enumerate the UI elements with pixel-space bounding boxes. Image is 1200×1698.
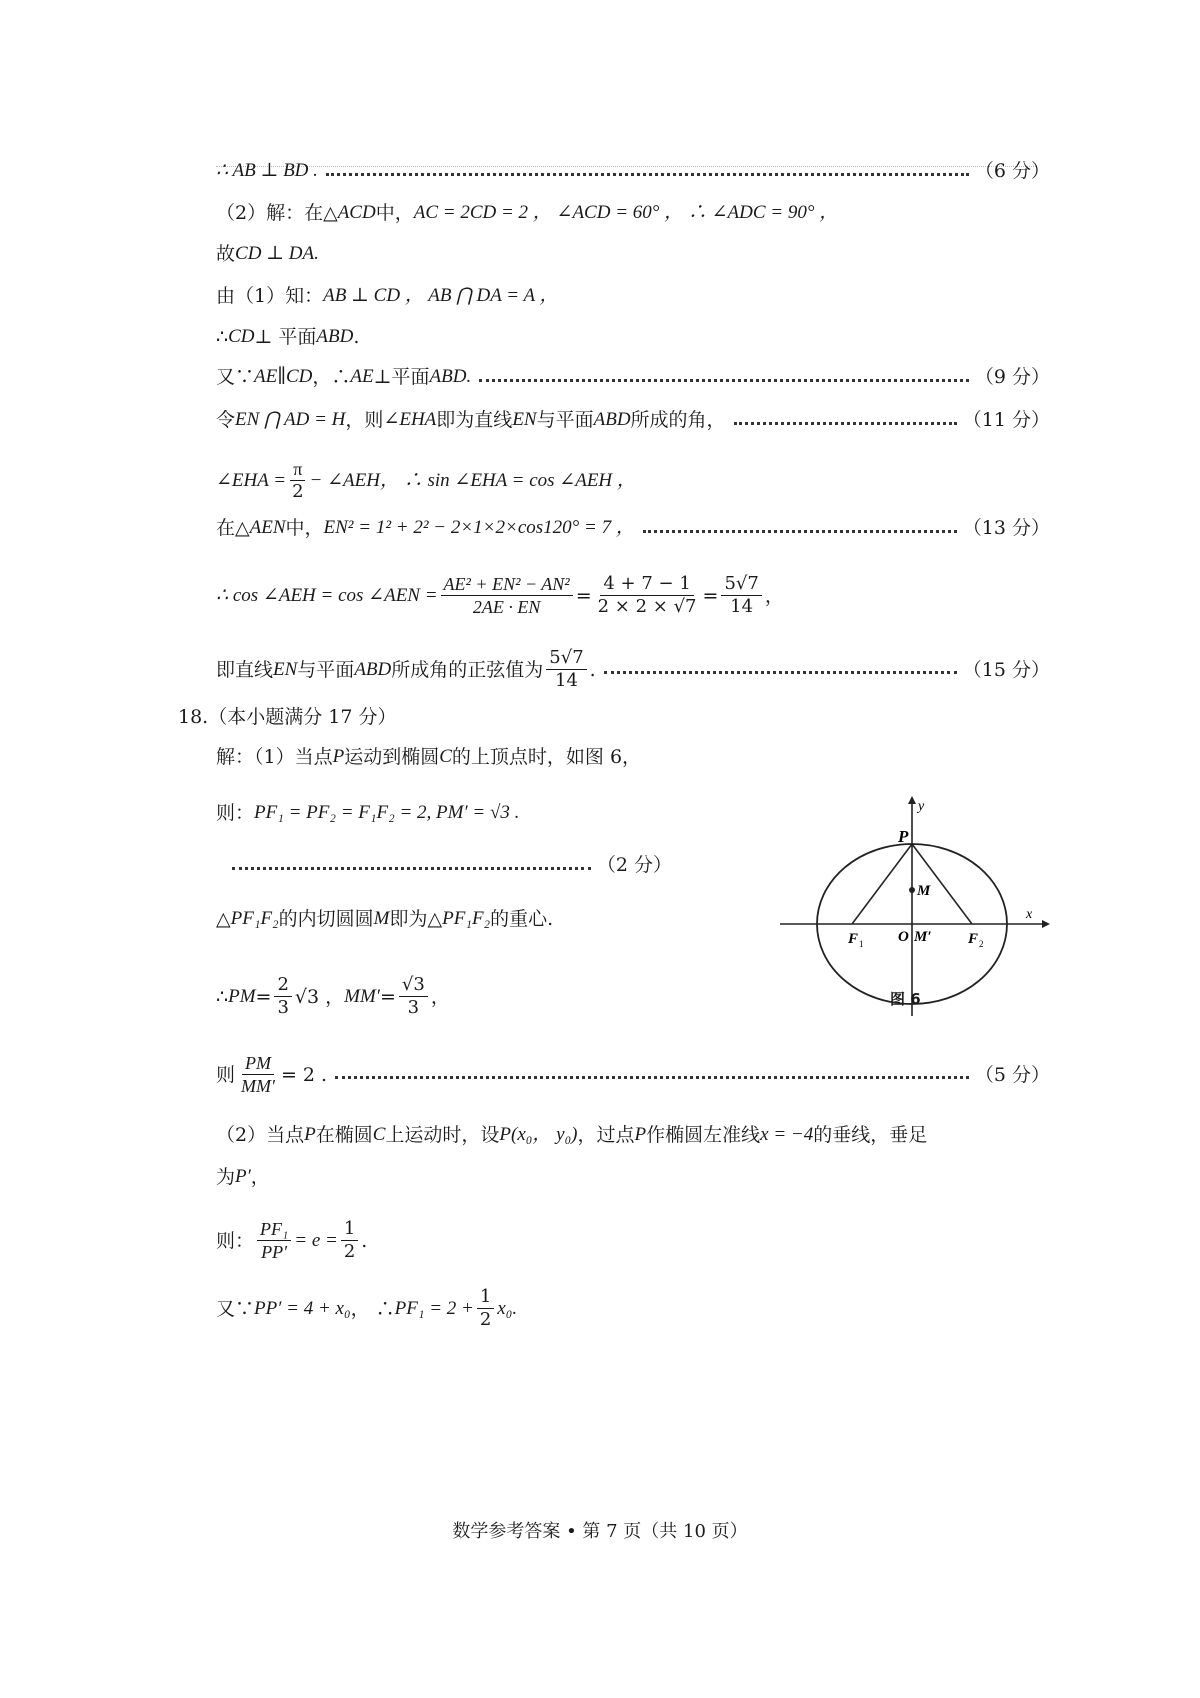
numerator: 5√7 — [546, 647, 586, 670]
label-o: O — [898, 929, 909, 945]
math: M — [373, 908, 390, 929]
text: . — [353, 326, 360, 348]
denominator: 2 × 2 × √7 — [597, 596, 697, 617]
text: ∴ — [216, 985, 229, 1008]
math: AEN — [249, 517, 286, 538]
text: 即为△ — [389, 908, 443, 930]
math: ACD — [337, 202, 376, 223]
math: P — [304, 1124, 316, 1145]
line-cd-perp-da — [216, 241, 1036, 267]
conclusion-text: ∴ AB ⊥ BD . — [216, 160, 318, 181]
fraction — [595, 573, 700, 618]
fraction — [477, 1286, 494, 1331]
denominator: 14 — [730, 596, 754, 617]
math: ABD — [354, 658, 392, 680]
label-m-prime: M′ — [914, 929, 932, 945]
text: 在椭圆 — [315, 1124, 373, 1146]
line-ab-perp-bd — [216, 158, 1050, 184]
math: AB ⊥ CD ， AB ⋂ DA = A ， — [323, 285, 559, 306]
denominator: 3 — [277, 997, 289, 1018]
dot-leader — [335, 1076, 969, 1079]
figure-caption: 图 6 — [890, 990, 921, 1008]
math: PF₁ = 2 + — [394, 1297, 474, 1319]
fraction — [546, 647, 586, 692]
math: ABD. — [429, 366, 472, 387]
text: △ — [216, 908, 231, 930]
line-eccentricity — [216, 1218, 1036, 1263]
numerator: 4 + 7 − 1 — [600, 573, 693, 596]
math: C — [439, 746, 452, 767]
text: 与平面 — [536, 409, 594, 431]
text: 的垂线，垂足 — [813, 1124, 928, 1146]
text: 即直线 — [216, 658, 274, 681]
dot-leader — [232, 867, 591, 870]
math: AE — [350, 366, 374, 387]
text: 由（1）知： — [216, 285, 324, 307]
text: 在△ — [216, 517, 250, 539]
math: x = −4 — [760, 1124, 814, 1145]
line-foot-point — [216, 1164, 1036, 1190]
dot-leader — [326, 173, 969, 176]
fraction — [238, 1052, 278, 1097]
numerator: AE² + EN² − AN² — [441, 573, 573, 596]
math: EN — [512, 409, 537, 430]
numerator: 1 — [477, 1286, 494, 1309]
line-part1-start — [216, 744, 736, 770]
point-m — [909, 887, 915, 893]
math: ∴ cos ∠AEH = cos ∠AEN = — [216, 584, 438, 606]
score-mark: （15 分） — [962, 658, 1050, 681]
math: C — [372, 1124, 386, 1145]
line-pf1-expression — [216, 1286, 1036, 1331]
math: AE∥CD — [254, 366, 313, 387]
text: 又∵ — [216, 1297, 255, 1320]
score-mark: （9 分） — [974, 366, 1050, 388]
text: 为 — [216, 1166, 236, 1188]
denominator: 2 — [343, 1241, 356, 1262]
text: 中， — [375, 202, 414, 224]
math: P′ — [235, 1166, 251, 1187]
math: EN ⋂ AD = H — [235, 409, 346, 430]
label-y: y — [918, 799, 925, 814]
text: 运动到椭圆 — [344, 746, 440, 768]
score-mark: （6 分） — [974, 160, 1050, 182]
line-ae-perp-plane — [216, 364, 1050, 390]
text: ∴ — [216, 326, 229, 348]
label-f1-sub: 1 — [859, 939, 864, 949]
fraction — [341, 1218, 358, 1263]
text: 则： — [216, 1229, 255, 1252]
text: 则 — [216, 1063, 236, 1086]
text: ，∴ — [312, 366, 351, 388]
numerator: PM — [242, 1052, 274, 1075]
label-f2-sub: 2 — [979, 939, 984, 949]
line-sine-result — [216, 647, 1050, 692]
text: 与平面 — [297, 658, 355, 681]
text: 中， — [285, 517, 324, 539]
line-part2-start — [216, 200, 1036, 226]
y-axis-arrow-icon — [908, 796, 916, 804]
denominator: 3 — [407, 997, 420, 1018]
denominator: 2 — [292, 481, 304, 502]
score-mark: （11 分） — [962, 409, 1050, 431]
text: ， — [764, 584, 784, 607]
text: 的上顶点时，如图 6， — [451, 746, 642, 768]
label-f2: F — [968, 931, 979, 947]
fraction — [399, 974, 428, 1019]
text: = — [379, 985, 396, 1008]
text: 即为直线 — [436, 409, 513, 431]
question-number: 18. — [178, 706, 209, 728]
text: 故 — [216, 243, 236, 265]
equals: = — [575, 584, 592, 607]
equals: = — [702, 584, 719, 607]
text: 又∵ — [216, 366, 255, 388]
text: . — [361, 1229, 368, 1252]
dot-leader — [604, 671, 957, 674]
text: 作椭圆左准线 — [646, 1124, 761, 1146]
math: MM′ — [344, 985, 380, 1007]
text: ⊥ 平面 — [254, 326, 317, 348]
fraction — [257, 1218, 291, 1263]
question-title: （本小题满分 17 分） — [208, 706, 397, 728]
line-score-2 — [232, 852, 672, 878]
fraction — [441, 573, 573, 618]
math: x₀. — [497, 1297, 518, 1319]
text: （2）解：在△ — [216, 202, 338, 224]
denominator: 2 — [479, 1309, 492, 1330]
score-mark: （5 分） — [974, 1063, 1050, 1086]
line-angle-definition — [216, 407, 1050, 433]
numerator: 2 — [274, 974, 291, 997]
line-part2-setup — [216, 1122, 1036, 1148]
math: EN² = 1² + 2² − 2×1×2×cos120° = 7 ， — [323, 517, 635, 538]
line-cd-perp-plane — [216, 324, 1036, 350]
math: PM — [228, 985, 256, 1007]
line-from-part1 — [216, 283, 1036, 309]
denominator: 2AE · EN — [472, 597, 541, 617]
score-mark: （13 分） — [962, 517, 1050, 539]
line-ratio — [216, 1052, 1050, 1097]
text: ， — [430, 985, 450, 1008]
text: = — [255, 985, 272, 1008]
text: 上运动时，设 — [385, 1124, 500, 1146]
label-x: x — [1026, 907, 1033, 922]
fraction — [721, 573, 761, 618]
math: P — [634, 1124, 647, 1145]
math: PF₁ = PF₂ = F₁F₂ = 2, PM′ = √3 . — [254, 802, 520, 823]
label-f1: F — [848, 931, 859, 947]
text: 所成角的正弦值为 — [391, 658, 544, 681]
numerator: 1 — [341, 1218, 358, 1241]
dot-leader — [643, 530, 957, 533]
line-pf-values — [216, 800, 736, 826]
math: ABD — [316, 326, 354, 347]
text: 的内切圆圆 — [278, 908, 374, 930]
x-axis-arrow-icon — [1042, 920, 1050, 928]
line-angle-relation — [216, 458, 1036, 503]
text: ， ∴ — [350, 1297, 395, 1320]
math: P(x₀， y₀) — [499, 1124, 578, 1145]
math: PF₁F₂ — [230, 908, 279, 929]
math: P — [332, 746, 345, 767]
text: ，则 — [345, 409, 384, 431]
text: 的重心. — [490, 908, 554, 930]
numerator: π — [290, 458, 305, 481]
numerator: PF₁ — [257, 1218, 291, 1241]
question-18-header — [178, 704, 998, 730]
math: CD — [228, 326, 255, 347]
line-cos-calculation — [216, 573, 1036, 618]
denominator: MM′ — [241, 1076, 275, 1096]
math: CD ⊥ DA. — [235, 243, 319, 264]
math: ∠EHA — [383, 409, 437, 430]
page-footer: 数学参考答案 • 第 7 页（共 10 页） — [452, 1521, 748, 1542]
score-mark: （2 分） — [596, 854, 672, 876]
math: ∠EHA = — [216, 469, 287, 491]
dot-leader — [479, 379, 969, 382]
text: ，过点 — [577, 1124, 635, 1146]
text: √3 ， — [294, 985, 345, 1008]
fraction — [274, 974, 291, 1019]
text: 令 — [216, 409, 236, 431]
line-en-squared — [216, 515, 1050, 541]
math: − ∠AEH， ∴ sin ∠EHA = cos ∠AEH ， — [309, 469, 636, 491]
text: 则： — [216, 802, 255, 824]
denominator: 14 — [555, 670, 578, 691]
line-incircle — [216, 906, 756, 932]
text: = 2 . — [280, 1063, 328, 1086]
math: PF₁F₂ — [442, 908, 491, 929]
text: 解：（1）当点 — [216, 746, 333, 768]
math: PP′ = 4 + x₀ — [254, 1297, 351, 1319]
label-p: P — [898, 827, 909, 846]
text: ， — [250, 1166, 270, 1188]
text: ⊥平面 — [373, 366, 430, 388]
dot-leader — [734, 422, 957, 425]
math: = e = — [294, 1229, 338, 1251]
text: . — [589, 658, 596, 681]
fraction — [289, 458, 306, 503]
denominator: PP′ — [261, 1242, 288, 1262]
text: 所成的角， — [630, 409, 726, 431]
numerator: 5√7 — [721, 573, 761, 596]
numerator: √3 — [399, 974, 428, 997]
math: ABD — [593, 409, 631, 430]
math: AC = 2CD = 2 ， ∠ACD = 60° ， ∴ ∠ADC = 90° ， — [413, 202, 839, 223]
text: （2）当点 — [216, 1124, 305, 1146]
math: EN — [273, 658, 298, 680]
label-m: M — [917, 883, 931, 899]
